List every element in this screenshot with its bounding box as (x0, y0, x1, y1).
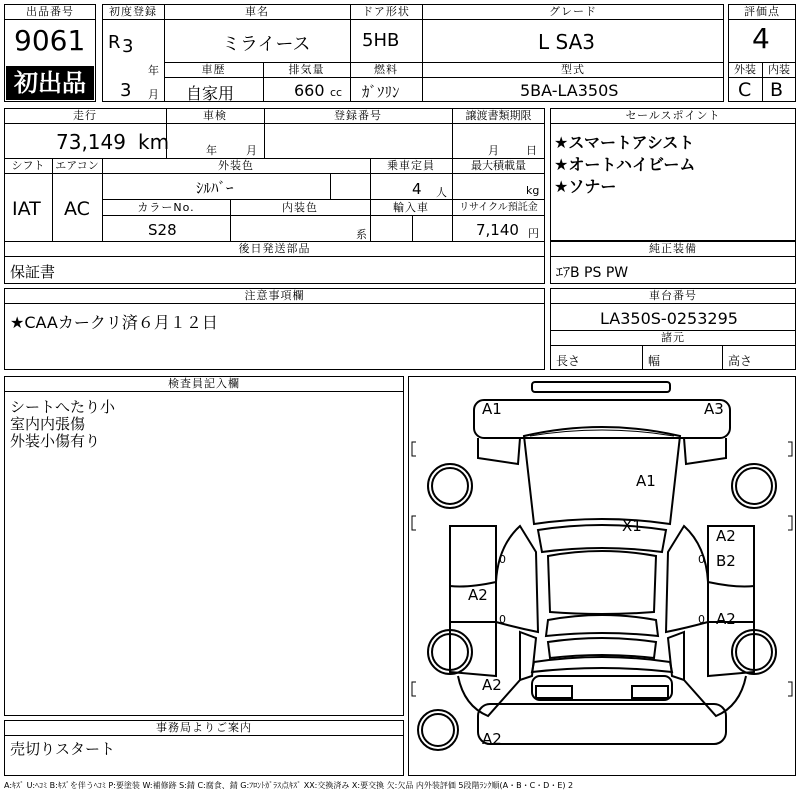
inspector-label: 検査員記入欄 (168, 377, 240, 390)
inspector-line-2: 室内内張傷 (10, 415, 86, 433)
lot-number: 9061 (14, 24, 86, 57)
mark-right-rear-door: A2 (716, 610, 736, 628)
exterior-color-label: 外装色 (218, 159, 254, 172)
reg-number-label: 登録番号 (334, 109, 382, 122)
recycle-fee-label: リサイクル預託金 (459, 202, 538, 213)
shift-label: シフト (11, 159, 45, 172)
interior-grade: B (770, 79, 784, 101)
width-label: 幅 (648, 354, 661, 368)
month-unit: 月 (148, 88, 159, 101)
exterior-color: ｼﾙﾊﾞｰ (196, 179, 234, 197)
mark-right-front-door-b: B2 (716, 552, 736, 570)
color-number: S28 (148, 221, 177, 239)
mark-zero-right-rear: 0 (698, 613, 705, 626)
door-type: 5HB (362, 30, 400, 51)
mileage-label: 走行 (73, 109, 97, 122)
later-parts: 保証書 (10, 263, 56, 281)
ac-label: エアコン (55, 159, 99, 172)
notes: ★CAAカークリ済６月１２日 (10, 313, 218, 332)
displacement: 660 (294, 81, 325, 100)
chassis-label: 車台番号 (649, 289, 697, 302)
notes-label: 注意事項欄 (244, 289, 305, 302)
capacity: 4 (412, 180, 422, 198)
height-label: 高さ (728, 354, 753, 368)
interior-color-label: 内装色 (282, 201, 318, 214)
length-label: 長さ (556, 354, 581, 368)
equipment: ｴｱB PS PW (556, 265, 629, 281)
inspection-month-unit: 月 (246, 144, 257, 157)
office-notice: 売切りスタート (10, 740, 116, 758)
exterior-grade: C (738, 79, 752, 101)
mark-left-rear-quarter: A2 (482, 676, 502, 694)
mark-left-rear-door: A2 (468, 586, 488, 604)
door-type-label: ドア形状 (362, 5, 410, 18)
exterior-grade-label: 外装 (734, 63, 756, 76)
mark-zero-left-rear: 0 (499, 613, 506, 626)
displacement-unit: cc (330, 86, 343, 99)
shift: IAT (12, 198, 41, 220)
office-label: 事務局よりご案内 (156, 721, 252, 734)
transfer-month-unit: 月 (488, 144, 499, 157)
inspector-line-1: シートへたり小 (10, 398, 116, 416)
transfer-deadline-label: 譲渡書類期限 (465, 109, 532, 122)
year-unit: 年 (148, 64, 159, 77)
mark-right-front-door: A2 (716, 527, 736, 545)
car-damage-diagram (408, 376, 796, 776)
mark-front-right: A3 (704, 400, 724, 418)
color-number-label: カラーNo. (137, 201, 195, 214)
inspector-line-3: 外装小傷有り (10, 432, 101, 450)
transfer-day-unit: 日 (526, 144, 537, 157)
fuel-label: 燃料 (374, 63, 398, 76)
max-load-unit: kg (526, 184, 540, 197)
sales-point-3: ★ソナー (554, 177, 617, 196)
model-code: 5BA-LA350S (520, 81, 619, 100)
recycle-fee-unit: 円 (528, 227, 539, 240)
import-label: 輸入車 (393, 201, 429, 214)
lot-number-label: 出品番号 (26, 5, 74, 18)
fuel: ｶﾞｿﾘﾝ (362, 83, 400, 101)
mark-rear-bumper: A2 (482, 730, 502, 748)
equipment-label: 純正装備 (649, 242, 697, 255)
mark-zero-left-front: 0 (499, 553, 506, 566)
mark-zero-right-front: 0 (698, 553, 705, 566)
interior-color-unit: 系 (356, 228, 367, 241)
chassis-number: LA350S-0253295 (600, 309, 738, 328)
sales-point-2: ★オートハイビーム (554, 155, 696, 174)
history: 自家用 (186, 84, 235, 103)
ac: AC (64, 198, 90, 220)
capacity-label: 乗車定員 (387, 159, 435, 172)
inspection-label: 車検 (203, 109, 227, 122)
reg-month: 3 (120, 80, 132, 101)
car-name-label: 車名 (245, 5, 269, 18)
score-label: 評価点 (744, 5, 780, 18)
grade-label: グレード (549, 5, 597, 18)
dims-label: 諸元 (661, 331, 685, 344)
inspection-year-unit: 年 (206, 144, 217, 157)
recycle-fee: 7,140 (476, 221, 519, 239)
reg-year: 3 (122, 36, 134, 57)
car-name: ミライース (222, 34, 311, 55)
mileage-unit: km (138, 130, 170, 154)
score: 4 (752, 22, 770, 55)
sales-point-1: ★スマートアシスト (554, 133, 695, 152)
mark-front-left: A1 (482, 400, 502, 418)
mark-hood: A1 (636, 472, 656, 490)
car-diagram-svg (408, 376, 796, 776)
mark-roof: X1 (622, 517, 642, 535)
sales-points-label: セールスポイント (625, 109, 721, 122)
grade: L SA3 (538, 30, 595, 54)
model-label: 型式 (561, 63, 585, 76)
later-parts-label: 後日発送部品 (238, 242, 311, 255)
interior-grade-label: 内装 (768, 63, 790, 76)
history-label: 車歴 (201, 63, 226, 76)
legend-footer: A:ｷｽﾞ U:ﾍｺﾐ B:ｷｽﾞを伴うﾍｺﾐ P:要塗装 W:補修跡 S:錆 C:腐食、錆 G:ﾌﾛﾝﾄｶﾞﾗｽ点ｷｽﾞ XX:交換済み X:要交換 欠:欠品 内外装評価 5段階ﾗﾝｸ順(A・B・C・D・E) 2 (4, 781, 574, 790)
mileage: 73,149 (56, 130, 126, 154)
displacement-label: 排気量 (288, 63, 325, 76)
max-load-label: 最大積載量 (471, 159, 526, 172)
era-mark: R (108, 32, 121, 53)
first-reg-label: 初度登録 (109, 5, 157, 18)
capacity-unit: 人 (436, 186, 447, 199)
first-time-badge: 初出品 (6, 66, 94, 100)
